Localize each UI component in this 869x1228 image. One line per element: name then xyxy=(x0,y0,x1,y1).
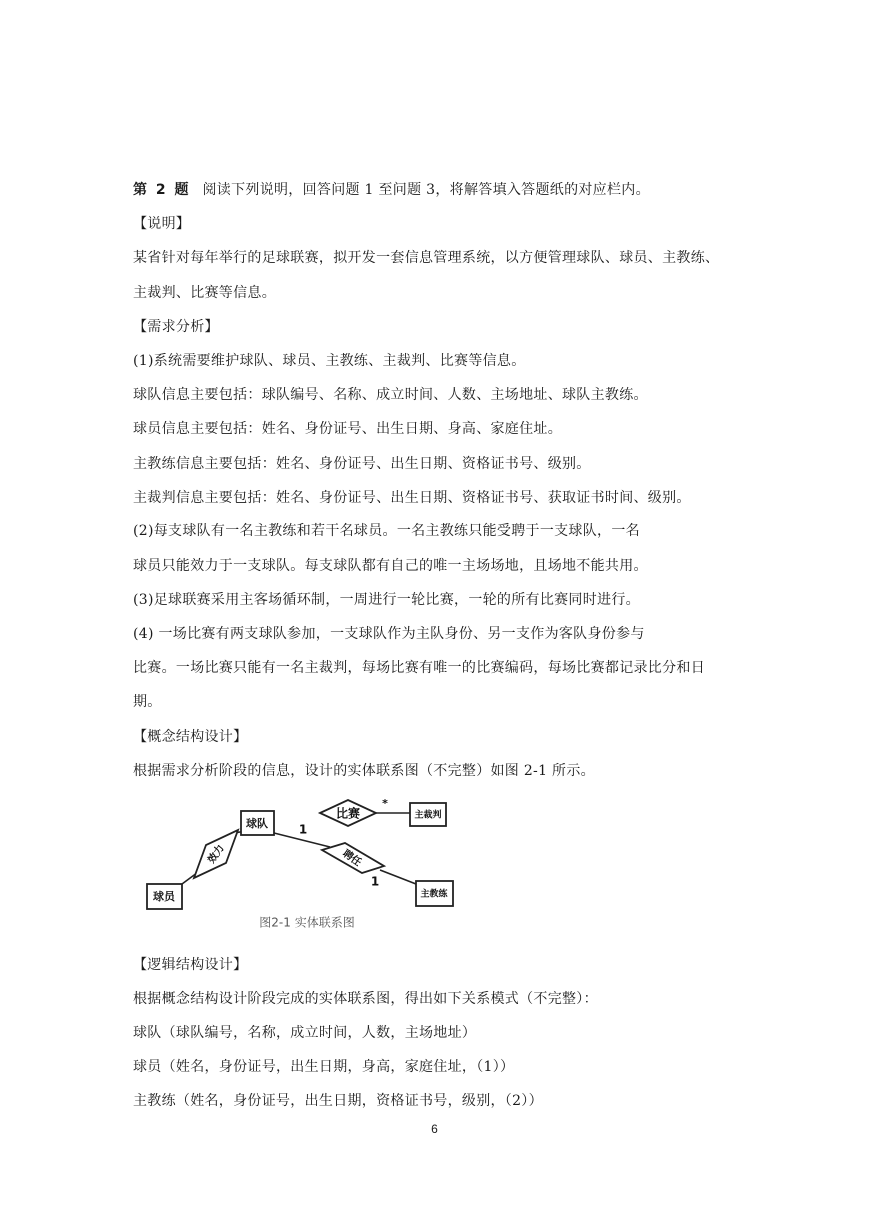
serve-label: 效力 xyxy=(206,842,227,866)
requirements-line-6: (2)每支球队有一名主教练和若干名球员。一名主教练只能受聘于一支球队，一名 xyxy=(133,523,640,539)
question-number: 第 2 题 xyxy=(133,182,191,198)
explanation-line-2: 主裁判、比赛等信息。 xyxy=(133,285,276,301)
match-judge-cardinality: * xyxy=(382,797,388,810)
conceptual-heading: 【概念结构设计】 xyxy=(133,729,248,745)
figure-caption: 图2-1 实体联系图 xyxy=(259,915,355,930)
logical-line-1: 根据概念结构设计阶段完成的实体联系图，得出如下关系模式（不完整）： xyxy=(133,991,598,1007)
requirements-heading: 【需求分析】 xyxy=(133,319,219,335)
requirements-line-7: 球员只能效力于一支球队。每支球队都有自己的唯一主场场地，且场地不能共用。 xyxy=(133,558,648,574)
logical-line-3: 球员（姓名，身份证号，出生日期，身高，家庭住址，（1）） xyxy=(133,1059,515,1075)
logical-line-4: 主教练（姓名，身份证号，出生日期，资格证书号，级别，（2）） xyxy=(133,1093,543,1109)
judge-label: 主裁判 xyxy=(414,810,442,821)
er-diagram xyxy=(140,792,470,937)
requirements-line-3: 球员信息主要包括：姓名、身份证号、出生日期、身高、家庭住址。 xyxy=(133,421,562,437)
question-header xyxy=(133,180,650,200)
conceptual-text: 根据需求分析阶段的信息，设计的实体联系图（不完整）如图 2-1 所示。 xyxy=(133,763,595,779)
question-instruction: 阅读下列说明，回答问题 1 至问题 3，将解答填入答题纸的对应栏内。 xyxy=(202,182,650,198)
requirements-line-10: 比赛。一场比赛只能有一名主裁判，每场比赛有唯一的比赛编码，每场比赛都记录比分和日 xyxy=(133,660,705,676)
requirements-line-4: 主教练信息主要包括：姓名、身份证号、出生日期、资格证书号、级别。 xyxy=(133,456,591,472)
requirements-line-1: (1)系统需要维护球队、球员、主教练、主裁判、比赛等信息。 xyxy=(133,353,526,369)
hire-coach-cardinality: 1 xyxy=(370,874,380,889)
player-label: 球员 xyxy=(153,890,175,903)
explanation-heading: 【说明】 xyxy=(133,216,191,232)
requirements-line-8: (3)足球联赛采用主客场循环制，一周进行一轮比赛，一轮的所有比赛同时进行。 xyxy=(133,592,640,608)
team-label: 球队 xyxy=(246,817,268,830)
hire-label: 聘任 xyxy=(340,848,364,869)
team-hire-cardinality: 1 xyxy=(298,822,308,837)
logical-heading: 【逻辑结构设计】 xyxy=(133,957,248,973)
requirements-line-5: 主裁判信息主要包括：姓名、身份证号、出生日期、资格证书号、获取证书时间、级别。 xyxy=(133,490,691,506)
requirements-line-9: (4) 一场比赛有两支球队参加，一支球队作为主队身份、另一支作为客队身份参与 xyxy=(133,626,645,642)
page-number: 6 xyxy=(431,1122,438,1136)
coach-label: 主教练 xyxy=(420,889,448,900)
requirements-line-2: 球队信息主要包括：球队编号、名称、成立时间、人数、主场地址、球队主教练。 xyxy=(133,387,648,403)
explanation-line-1: 某省针对每年举行的足球联赛，拟开发一套信息管理系统，以方便管理球队、球员、主教练、 xyxy=(133,250,720,266)
match-label: 比赛 xyxy=(335,806,361,821)
hire-coach-line xyxy=(380,870,416,884)
logical-line-2: 球队（球队编号，名称，成立时间，人数，主场地址） xyxy=(133,1025,477,1041)
requirements-line-11: 期。 xyxy=(133,694,162,710)
